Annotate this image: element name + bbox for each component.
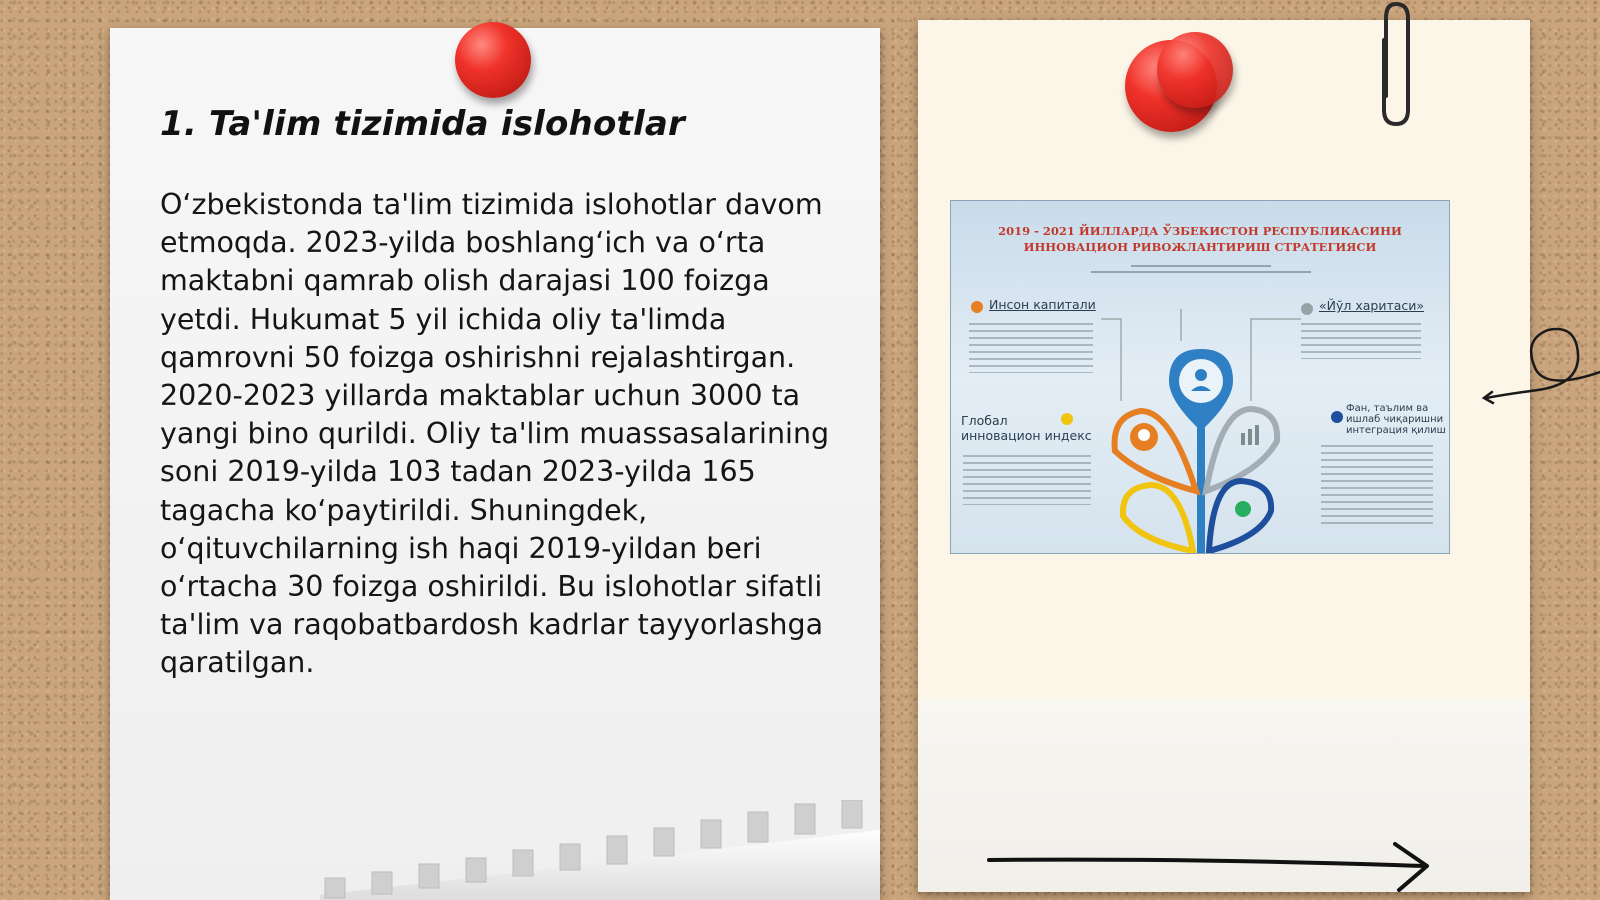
strategy-infographic (950, 200, 1450, 554)
arrow-right-icon (985, 838, 1445, 894)
label-global-index: Глобал инновацион индекс (961, 413, 1092, 443)
innovation-tree-graphic (1101, 301, 1301, 554)
global-index-text (963, 455, 1091, 505)
label-human-capital: Инсон капитали (989, 297, 1096, 312)
yellow-marker-icon (1061, 413, 1073, 425)
roadmap-text (1301, 323, 1421, 359)
orange-marker-icon (971, 301, 983, 313)
person-icon (1195, 369, 1207, 381)
grey-marker-icon (1301, 303, 1313, 315)
paperclip-icon (1372, 0, 1418, 128)
pushpin-icon (1157, 32, 1233, 108)
blue-marker-icon (1331, 411, 1343, 423)
pushpin-icon (455, 22, 531, 98)
slide-body-text: O‘zbekistonda ta'lim tizimida islohotlar davom etmoqda. 2023-yilda boshlang‘ich va o‘rta maktabni qamrab olish darajasi 100 foizga yetdi. Hukumat 5 yil ichida oliy ta'limda qamrovni 50 foizga oshirishni rejalashtirgan. 2020-2023 yillarda maktablar uchun 3000 ta yangi bino qurildi. Oliy ta'lim muassasalarining soni 2019-yilda 103 tadan 2023-yilda 165 tagacha ko‘paytirildi. Shuningdek, o‘qituvchilarning ish haqi 2019-yildan beri o‘rtacha 30 foizga oshirildi. Bu islohotlar sifatli ta'lim va raqobatbardosh kadrlar tayyorlashga qaratilgan. (160, 188, 830, 680)
science-text (1321, 445, 1433, 525)
torn-paper-strip (320, 800, 880, 900)
slide-title: 1. Ta'lim tizimida islohotlar (160, 104, 685, 144)
label-roadmap: «Йўл харитаси» (1319, 298, 1425, 313)
loop-arrow-icon (1478, 310, 1600, 410)
label-science: Фан, таълим ва ишлаб чиқаришни интеграция қилиш (1346, 403, 1446, 436)
infographic-title: 2019 - 2021 ЙИЛЛАРДА ЎЗБЕКИСТОН РЕСПУБЛИКАСИНИ ИННОВАЦИОН РИВОЖЛАНТИРИШ СТРАТЕГИЯСИ (998, 224, 1402, 254)
human-capital-text (969, 323, 1093, 373)
